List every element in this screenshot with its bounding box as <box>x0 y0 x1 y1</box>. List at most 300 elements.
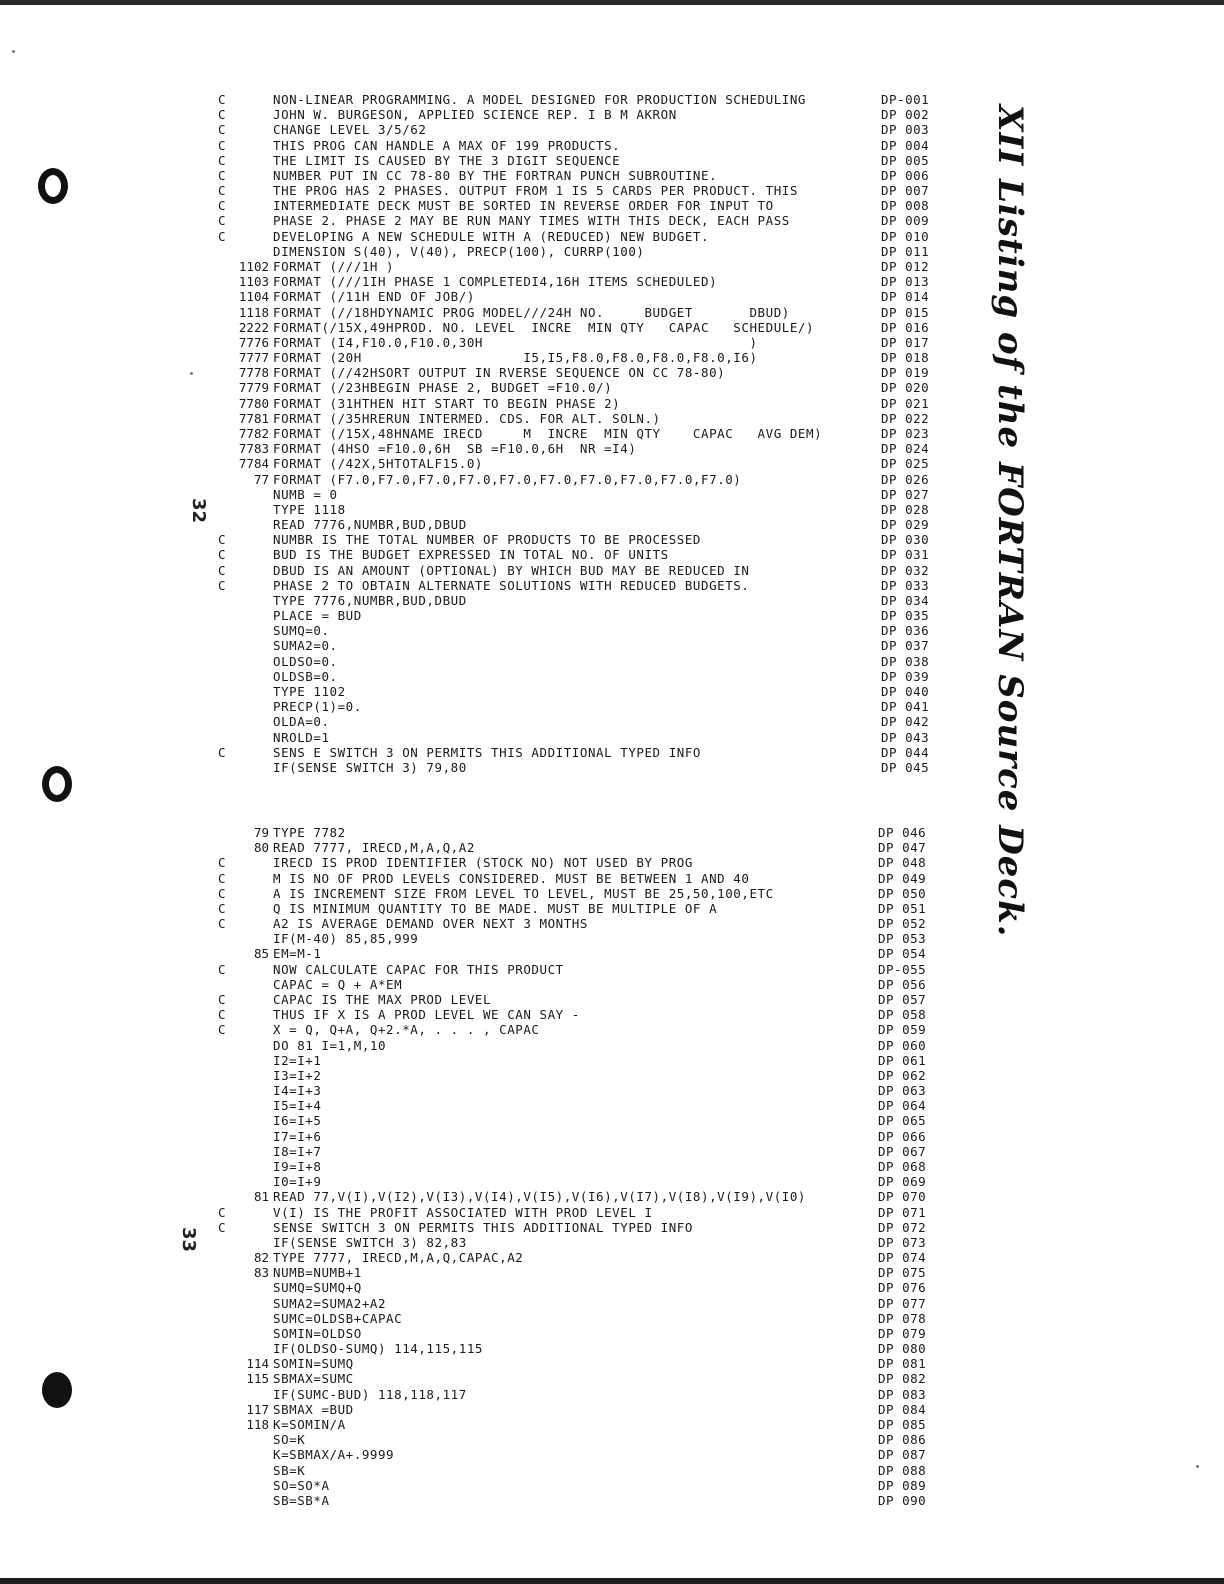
sequence-number: DP 079 <box>878 1325 927 1341</box>
statement-label: 81 <box>253 1189 269 1205</box>
sequence-number: DP 062 <box>878 1067 927 1083</box>
comment-flag: C <box>218 547 226 563</box>
comment-flag: C <box>218 137 226 153</box>
scan-speck <box>12 50 15 53</box>
code-line <box>0 213 1224 228</box>
sequence-number: DP 009 <box>881 213 930 229</box>
statement-text: FORMAT (//18HDYNAMIC PROG MODEL///24H NO. BUDGET DBUD) <box>273 304 790 320</box>
statement-text: PHASE 2 TO OBTAIN ALTERNATE SOLUTIONS WITH REDUCED BUDGETS. <box>273 577 750 593</box>
code-line <box>0 730 1224 745</box>
statement-text: V(I) IS THE PROFIT ASSOCIATED WITH PROD LEVEL I <box>273 1204 653 1220</box>
sequence-number: DP 084 <box>878 1401 927 1417</box>
code-line <box>0 289 1224 304</box>
statement-text: READ 7776,NUMBR,BUD,DBUD <box>273 517 467 533</box>
code-line <box>0 714 1224 729</box>
code-line <box>0 259 1224 274</box>
code-line <box>0 547 1224 562</box>
statement-label: 1103 <box>238 274 269 290</box>
sequence-number: DP 037 <box>881 638 930 654</box>
code-line <box>0 198 1224 213</box>
code-line <box>0 411 1224 426</box>
sequence-number: DP 051 <box>878 900 927 916</box>
comment-flag: C <box>218 198 226 214</box>
statement-text: FORMAT (/42X,5HTOTALF15.0) <box>273 456 483 472</box>
sequence-number: DP 022 <box>881 410 930 426</box>
code-line <box>0 456 1224 471</box>
statement-text: TYPE 1118 <box>273 501 346 517</box>
code-line <box>0 229 1224 244</box>
code-line <box>0 274 1224 289</box>
sequence-number: DP 012 <box>881 258 930 274</box>
statement-text: NON-LINEAR PROGRAMMING. A MODEL DESIGNED FOR PRODUCTION SCHEDULING <box>273 92 806 107</box>
statement-text: DIMENSION S(40), V(40), PRECP(100), CURRP(100) <box>273 243 645 259</box>
statement-label: 82 <box>253 1250 269 1266</box>
code-line <box>0 886 1224 901</box>
sequence-number: DP 086 <box>878 1432 927 1448</box>
sequence-number: DP 059 <box>878 1022 927 1038</box>
code-line <box>0 1432 1224 1447</box>
statement-text: CAPAC = Q + A*EM <box>273 976 403 992</box>
code-line <box>0 623 1224 638</box>
sequence-number: DP 075 <box>878 1265 927 1281</box>
statement-text: FORMAT (/11H END OF JOB/) <box>273 289 475 305</box>
code-line <box>0 1022 1224 1037</box>
code-line <box>0 1356 1224 1371</box>
statement-label: 7781 <box>238 410 269 426</box>
sequence-number: DP 031 <box>881 547 930 563</box>
statement-label: 85 <box>253 946 269 962</box>
code-line <box>0 1447 1224 1462</box>
code-line <box>0 760 1224 775</box>
statement-label: 7776 <box>238 334 269 350</box>
statement-text: IF(SUMC-BUD) 118,118,117 <box>273 1386 467 1402</box>
statement-label: 7779 <box>238 380 269 396</box>
statement-text: IF(SENSE SWITCH 3) 79,80 <box>273 759 467 775</box>
scan-bottom-edge <box>0 1578 1224 1584</box>
sequence-number: DP 011 <box>881 243 930 259</box>
sequence-number: DP 008 <box>881 198 930 214</box>
code-line <box>0 1463 1224 1478</box>
sequence-number: DP 024 <box>881 441 930 457</box>
statement-text: CHANGE LEVEL 3/5/62 <box>273 122 427 138</box>
code-line <box>0 517 1224 532</box>
code-line <box>0 871 1224 886</box>
code-line <box>0 1083 1224 1098</box>
statement-text: A2 IS AVERAGE DEMAND OVER NEXT 3 MONTHS <box>273 916 588 932</box>
statement-text: FORMAT (//42HSORT OUTPUT IN RVERSE SEQUENCE ON CC 78-80) <box>273 365 726 381</box>
code-line <box>0 1189 1224 1204</box>
comment-flag: C <box>218 183 226 199</box>
statement-text: I9=I+8 <box>273 1158 322 1174</box>
comment-flag: C <box>218 577 226 593</box>
sequence-number: DP 054 <box>878 946 927 962</box>
statement-label: 7783 <box>238 441 269 457</box>
handwritten-annotation-text: XII Listing of the FORTRAN Source Deck. <box>990 105 1030 938</box>
code-line <box>0 138 1224 153</box>
statement-label: 1118 <box>238 304 269 320</box>
comment-flag: C <box>218 961 226 977</box>
code-line <box>0 1250 1224 1265</box>
statement-label: 115 <box>246 1371 269 1387</box>
code-line <box>0 502 1224 517</box>
code-line <box>0 825 1224 840</box>
comment-flag: C <box>218 107 226 123</box>
sequence-number: DP 026 <box>881 471 930 487</box>
statement-text: IRECD IS PROD IDENTIFIER (STOCK NO) NOT USED BY PROG <box>273 855 693 871</box>
statement-text: M IS NO OF PROD LEVELS CONSIDERED. MUST BE BETWEEN 1 AND 40 <box>273 870 750 886</box>
page-number-32: 32 <box>188 497 210 524</box>
code-line <box>0 1311 1224 1326</box>
statement-text: I7=I+6 <box>273 1128 322 1144</box>
statement-label: 7778 <box>238 365 269 381</box>
code-line <box>0 1387 1224 1402</box>
sequence-number: DP 048 <box>878 855 927 871</box>
code-line <box>0 350 1224 365</box>
sequence-number: DP 065 <box>878 1113 927 1129</box>
comment-flag: C <box>218 1204 226 1220</box>
sequence-number: DP 016 <box>881 319 930 335</box>
statement-label: 79 <box>253 825 269 840</box>
statement-text: Q IS MINIMUM QUANTITY TO BE MADE. MUST BE MULTIPLE OF A <box>273 900 718 916</box>
statement-label: 114 <box>246 1356 269 1372</box>
sequence-number: DP-001 <box>881 92 930 107</box>
statement-text: PRECP(1)=0. <box>273 699 362 715</box>
code-line <box>0 487 1224 502</box>
code-line <box>0 380 1224 395</box>
statement-label: 117 <box>246 1401 269 1417</box>
sequence-number: DP 045 <box>881 759 930 775</box>
sequence-number: DP 046 <box>878 825 927 840</box>
comment-flag: C <box>218 213 226 229</box>
sequence-number: DP 038 <box>881 653 930 669</box>
statement-text: SO=SO*A <box>273 1477 330 1493</box>
code-line <box>0 745 1224 760</box>
statement-text: NUMB = 0 <box>273 486 338 502</box>
statement-text: I3=I+2 <box>273 1067 322 1083</box>
statement-text: NUMBR IS THE TOTAL NUMBER OF PRODUCTS TO BE PROCESSED <box>273 532 702 548</box>
sequence-number: DP 040 <box>881 684 930 700</box>
sequence-number: DP 039 <box>881 668 930 684</box>
sequence-number: DP 032 <box>881 562 930 578</box>
comment-flag: C <box>218 900 226 916</box>
statement-text: SENSE SWITCH 3 ON PERMITS THIS ADDITIONAL TYPED INFO <box>273 1219 693 1235</box>
code-line <box>0 977 1224 992</box>
sequence-number: DP 056 <box>878 976 927 992</box>
sequence-number: DP 071 <box>878 1204 927 1220</box>
statement-text: I5=I+4 <box>273 1098 322 1114</box>
code-line <box>0 1098 1224 1113</box>
code-line <box>0 305 1224 320</box>
code-line <box>0 669 1224 684</box>
code-line <box>0 1341 1224 1356</box>
sequence-number: DP 010 <box>881 228 930 244</box>
sequence-number: DP 047 <box>878 840 927 856</box>
sequence-number: DP 076 <box>878 1280 927 1296</box>
statement-text: SOMIN=OLDSO <box>273 1325 362 1341</box>
sequence-number: DP 087 <box>878 1447 927 1463</box>
code-line <box>0 168 1224 183</box>
sequence-number: DP 013 <box>881 274 930 290</box>
statement-text: PHASE 2. PHASE 2 MAY BE RUN MANY TIMES WITH THIS DECK, EACH PASS <box>273 213 790 229</box>
statement-text: SBMAX=SUMC <box>273 1371 354 1387</box>
sequence-number: DP-055 <box>878 961 927 977</box>
sequence-number: DP 070 <box>878 1189 927 1205</box>
sequence-number: DP 067 <box>878 1143 927 1159</box>
code-line <box>0 426 1224 441</box>
code-line <box>0 916 1224 931</box>
statement-text: FORMAT (I4,F10.0,F10.0,30H ) <box>273 334 758 350</box>
sequence-number: DP 053 <box>878 931 927 947</box>
sequence-number: DP 027 <box>881 486 930 502</box>
code-line <box>0 1280 1224 1295</box>
sequence-number: DP 034 <box>881 592 930 608</box>
statement-label: 2222 <box>238 319 269 335</box>
statement-text: SUMC=OLDSB+CAPAC <box>273 1310 403 1326</box>
sequence-number: DP 041 <box>881 699 930 715</box>
sequence-number: DP 049 <box>878 870 927 886</box>
sequence-number: DP 052 <box>878 916 927 932</box>
code-line <box>0 578 1224 593</box>
sequence-number: DP 083 <box>878 1386 927 1402</box>
sequence-number: DP 036 <box>881 623 930 639</box>
code-line <box>0 855 1224 870</box>
statement-text: SUMQ=SUMQ+Q <box>273 1280 362 1296</box>
sequence-number: DP 085 <box>878 1417 927 1433</box>
statement-text: FORMAT(/15X,49HPROD. NO. LEVEL INCRE MIN QTY CAPAC SCHEDULE/) <box>273 319 815 335</box>
statement-text: DBUD IS AN AMOUNT (OPTIONAL) BY WHICH BUD MAY BE REDUCED IN <box>273 562 750 578</box>
statement-text: X = Q, Q+A, Q+2.*A, . . . , CAPAC <box>273 1022 540 1038</box>
code-line <box>0 962 1224 977</box>
code-line <box>0 153 1224 168</box>
statement-text: OLDA=0. <box>273 714 330 730</box>
code-line <box>0 472 1224 487</box>
sequence-number: DP 089 <box>878 1477 927 1493</box>
comment-flag: C <box>218 1219 226 1235</box>
statement-text: CAPAC IS THE MAX PROD LEVEL <box>273 991 492 1007</box>
code-line <box>0 1265 1224 1280</box>
statement-text: I2=I+1 <box>273 1052 322 1068</box>
comment-flag: C <box>218 1007 226 1023</box>
code-line <box>0 684 1224 699</box>
statement-label: 77 <box>253 471 269 487</box>
comment-flag: C <box>218 152 226 168</box>
statement-text: FORMAT (///1IH PHASE 1 COMPLETEDI4,16H ITEMS SCHEDULED) <box>273 274 718 290</box>
sequence-number: DP 028 <box>881 501 930 517</box>
sequence-number: DP 015 <box>881 304 930 320</box>
statement-text: TYPE 7782 <box>273 825 346 840</box>
sequence-number: DP 088 <box>878 1462 927 1478</box>
statement-text: NUMBER PUT IN CC 78-80 BY THE FORTRAN PUNCH SUBROUTINE. <box>273 167 718 183</box>
code-line <box>0 1144 1224 1159</box>
statement-text: FORMAT (/15X,48HNAME IRECD M INCRE MIN QTY CAPAC AVG DEM) <box>273 425 823 441</box>
sequence-number: DP 090 <box>878 1492 927 1508</box>
sequence-number: DP 020 <box>881 380 930 396</box>
sequence-number: DP 021 <box>881 395 930 411</box>
sequence-number: DP 077 <box>878 1295 927 1311</box>
sequence-number: DP 057 <box>878 991 927 1007</box>
comment-flag: C <box>218 855 226 871</box>
statement-text: THIS PROG CAN HANDLE A MAX OF 199 PRODUCTS. <box>273 137 621 153</box>
code-line <box>0 1007 1224 1022</box>
sequence-number: DP 023 <box>881 425 930 441</box>
code-line <box>0 441 1224 456</box>
comment-flag: C <box>218 122 226 138</box>
page-number-33: 33 <box>178 1226 200 1253</box>
sequence-number: DP 004 <box>881 137 930 153</box>
statement-text: THE PROG HAS 2 PHASES. OUTPUT FROM 1 IS 5 CARDS PER PRODUCT. THIS <box>273 183 798 199</box>
code-line <box>0 1493 1224 1508</box>
statement-text: I0=I+9 <box>273 1174 322 1190</box>
statement-text: I8=I+7 <box>273 1143 322 1159</box>
code-line <box>0 1220 1224 1235</box>
statement-text: SOMIN=SUMQ <box>273 1356 354 1372</box>
sequence-number: DP 005 <box>881 152 930 168</box>
sequence-number: DP 035 <box>881 608 930 624</box>
code-line <box>0 1053 1224 1068</box>
statement-text: BUD IS THE BUDGET EXPRESSED IN TOTAL NO. OF UNITS <box>273 547 669 563</box>
statement-text: THE LIMIT IS CAUSED BY THE 3 DIGIT SEQUENCE <box>273 152 621 168</box>
statement-label: 7784 <box>238 456 269 472</box>
code-line <box>0 335 1224 350</box>
code-line <box>0 1296 1224 1311</box>
statement-text: IF(M-40) 85,85,999 <box>273 931 419 947</box>
statement-text: FORMAT (F7.0,F7.0,F7.0,F7.0,F7.0,F7.0,F7.0,F7.0,F7.0,F7.0) <box>273 471 742 487</box>
statement-text: TYPE 7776,NUMBR,BUD,DBUD <box>273 592 467 608</box>
sequence-number: DP 058 <box>878 1007 927 1023</box>
code-line <box>0 1159 1224 1174</box>
sequence-number: DP 029 <box>881 517 930 533</box>
comment-flag: C <box>218 92 226 107</box>
code-line <box>0 1174 1224 1189</box>
statement-text: EM=M-1 <box>273 946 322 962</box>
statement-label: 1102 <box>238 258 269 274</box>
statement-text: FORMAT (20H I5,I5,F8.0,F8.0,F8.0,F8.0,I6) <box>273 350 758 366</box>
code-line <box>0 122 1224 137</box>
sequence-number: DP 018 <box>881 350 930 366</box>
code-line <box>0 608 1224 623</box>
code-line <box>0 992 1224 1007</box>
sequence-number: DP 080 <box>878 1341 927 1357</box>
comment-flag: C <box>218 744 226 760</box>
comment-flag: C <box>218 885 226 901</box>
code-line <box>0 320 1224 335</box>
statement-text: NROLD=1 <box>273 729 330 745</box>
code-line <box>0 931 1224 946</box>
code-line <box>0 840 1224 855</box>
sequence-number: DP 002 <box>881 107 930 123</box>
statement-text: SUMQ=0. <box>273 623 330 639</box>
code-line <box>0 107 1224 122</box>
statement-text: I4=I+3 <box>273 1083 322 1099</box>
sequence-number: DP 060 <box>878 1037 927 1053</box>
sequence-number: DP 017 <box>881 334 930 350</box>
statement-text: NUMB=NUMB+1 <box>273 1265 362 1281</box>
code-line <box>0 1402 1224 1417</box>
statement-text: SB=K <box>273 1462 306 1478</box>
sequence-number: DP 042 <box>881 714 930 730</box>
sequence-number: DP 014 <box>881 289 930 305</box>
statement-text: FORMAT (/23HBEGIN PHASE 2, BUDGET =F10.0/) <box>273 380 613 396</box>
sequence-number: DP 061 <box>878 1052 927 1068</box>
statement-text: FORMAT (31HTHEN HIT START TO BEGIN PHASE 2) <box>273 395 621 411</box>
sequence-number: DP 003 <box>881 122 930 138</box>
code-line <box>0 1113 1224 1128</box>
scan-top-edge <box>0 0 1224 5</box>
sequence-number: DP 025 <box>881 456 930 472</box>
statement-text: I6=I+5 <box>273 1113 322 1129</box>
code-line <box>0 244 1224 259</box>
statement-text: INTERMEDIATE DECK MUST BE SORTED IN REVERSE ORDER FOR INPUT TO <box>273 198 774 214</box>
sequence-number: DP 030 <box>881 532 930 548</box>
comment-flag: C <box>218 562 226 578</box>
statement-text: PLACE = BUD <box>273 608 362 624</box>
sequence-number: DP 064 <box>878 1098 927 1114</box>
statement-text: A IS INCREMENT SIZE FROM LEVEL TO LEVEL, MUST BE 25,50,100,ETC <box>273 885 774 901</box>
sequence-number: DP 007 <box>881 183 930 199</box>
comment-flag: C <box>218 991 226 1007</box>
statement-text: K=SBMAX/A+.9999 <box>273 1447 395 1463</box>
code-line <box>0 1326 1224 1341</box>
statement-text: FORMAT (///1H ) <box>273 258 395 274</box>
code-line <box>0 593 1224 608</box>
sequence-number: DP 033 <box>881 577 930 593</box>
statement-text: FORMAT (/35HRERUN INTERMED. CDS. FOR ALT. SOLN.) <box>273 410 661 426</box>
code-line <box>0 1478 1224 1493</box>
code-line <box>0 1205 1224 1220</box>
statement-text: DEVELOPING A NEW SCHEDULE WITH A (REDUCED) NEW BUDGET. <box>273 228 710 244</box>
code-line <box>0 1129 1224 1144</box>
statement-text: NOW CALCULATE CAPAC FOR THIS PRODUCT <box>273 961 564 977</box>
code-line <box>0 1038 1224 1053</box>
statement-text: SBMAX =BUD <box>273 1401 354 1417</box>
comment-flag: C <box>218 167 226 183</box>
statement-label: 83 <box>253 1265 269 1281</box>
sequence-number: DP 063 <box>878 1083 927 1099</box>
statement-text: SUMA2=SUMA2+A2 <box>273 1295 387 1311</box>
comment-flag: C <box>218 532 226 548</box>
statement-text: READ 77,V(I),V(I2),V(I3),V(I4),V(I5),V(I6),V(I7),V(I8),V(I9),V(I0) <box>273 1189 806 1205</box>
code-line <box>0 183 1224 198</box>
sequence-number: DP 066 <box>878 1128 927 1144</box>
statement-text: SO=K <box>273 1432 306 1448</box>
sequence-number: DP 006 <box>881 167 930 183</box>
statement-text: DO 81 I=1,M,10 <box>273 1037 387 1053</box>
code-line <box>0 365 1224 380</box>
code-line <box>0 638 1224 653</box>
statement-text: OLDSB=0. <box>273 668 338 684</box>
statement-text: READ 7777, IRECD,M,A,Q,A2 <box>273 840 475 856</box>
code-line <box>0 699 1224 714</box>
sequence-number: DP 044 <box>881 744 930 760</box>
sequence-number: DP 019 <box>881 365 930 381</box>
statement-text: K=SOMIN/A <box>273 1417 346 1433</box>
sequence-number: DP 074 <box>878 1250 927 1266</box>
code-line <box>0 563 1224 578</box>
statement-text: TYPE 1102 <box>273 684 346 700</box>
statement-text: IF(SENSE SWITCH 3) 82,83 <box>273 1234 467 1250</box>
statement-text: SB=SB*A <box>273 1492 330 1508</box>
statement-label: 80 <box>253 840 269 856</box>
code-line <box>0 1068 1224 1083</box>
code-line <box>0 92 1224 107</box>
code-line <box>0 1235 1224 1250</box>
sequence-number: DP 073 <box>878 1234 927 1250</box>
statement-text: TYPE 7777, IRECD,M,A,Q,CAPAC,A2 <box>273 1250 524 1266</box>
comment-flag: C <box>218 870 226 886</box>
statement-text: IF(OLDSO-SUMQ) 114,115,115 <box>273 1341 483 1357</box>
sequence-number: DP 082 <box>878 1371 927 1387</box>
statement-text: THUS IF X IS A PROD LEVEL WE CAN SAY - <box>273 1007 580 1023</box>
